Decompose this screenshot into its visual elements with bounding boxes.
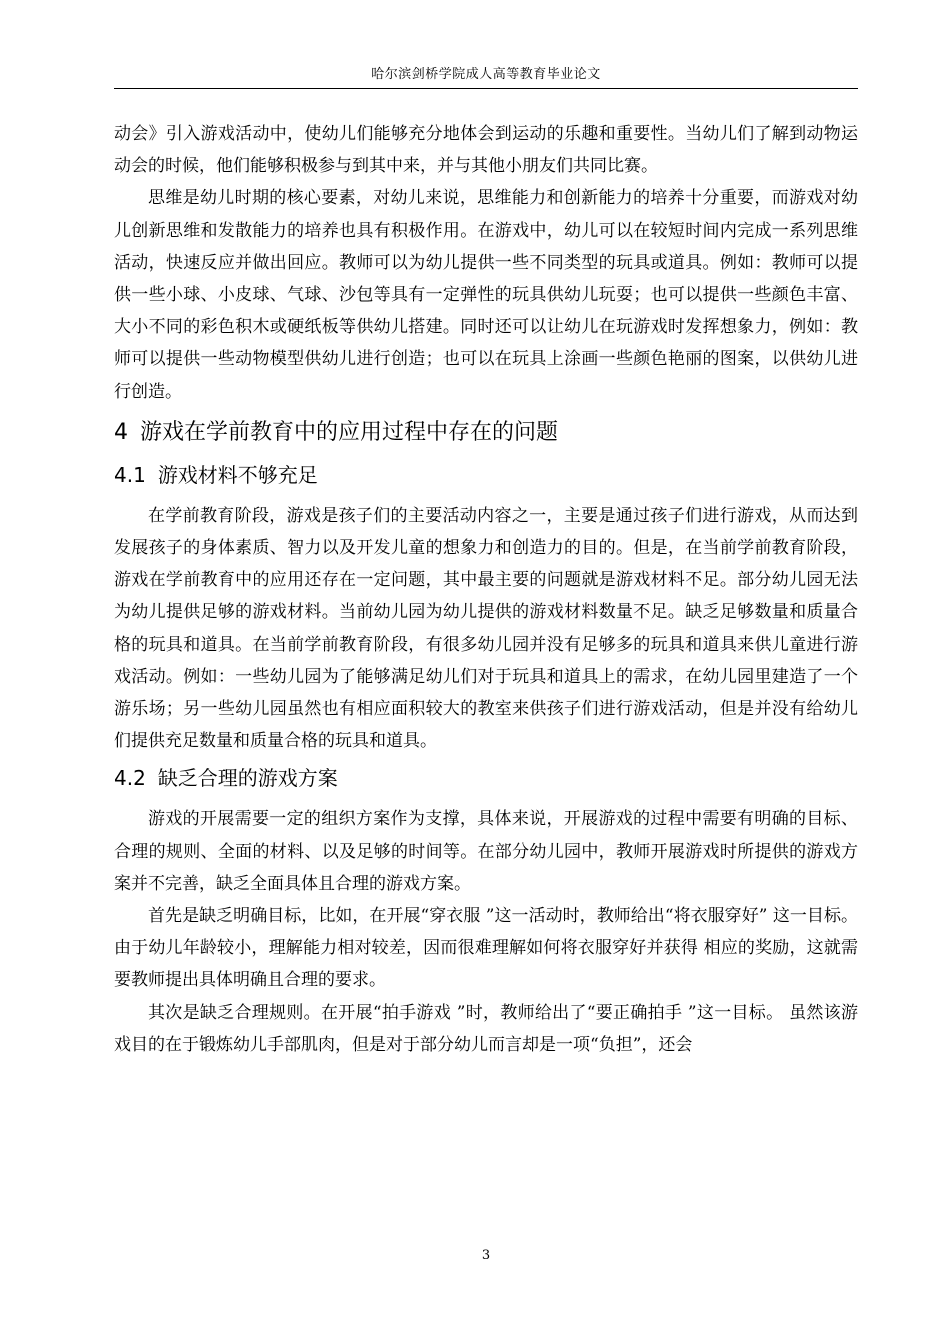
section-4-1-title: 游戏材料不够充足 (157, 462, 318, 487)
paragraph-goals: 首先是缺乏明确目标，比如，在开展“穿衣服 ”这一活动时，教师给出“将衣服穿好” 这一目标。由于幼儿年龄较小，理解能力相对较差，因而很难理解如何将衣服穿好并获得 相应的奖励，这就需要教师提出具体明确且合理的要求。 (114, 906, 858, 991)
paragraph-thinking: 思维是幼儿时期的核心要素，对幼儿来说，思维能力和创新能力的培养十分重要，而游戏对幼儿创新思维和发散能力的培养也具有积极作用。在游戏中，幼儿可以在较短时间内完成一系列思维活动，快速反应并做出回应。教师可以为幼儿提供一些不同类型的玩具或道具。例如：教师可以提供一些小球、小皮球、气球、沙包等具有一定弹性的玩具供幼儿玩耍；也可以提供一些颜色丰富、大小不同的彩色积木或硬纸板等供幼儿搭建。同时还可以让幼儿在玩游戏时发挥想象力，例如：教师可以提供一些动物模型供幼儿进行创造；也可以在玩具上涂画一些颜色艳丽的图案，以供幼儿进行创造。 (114, 188, 858, 402)
document-body (114, 118, 858, 1061)
section-4-1-heading (114, 460, 858, 490)
section-4-title: 游戏在学前教育中的应用过程中存在的问题 (140, 419, 559, 445)
paragraph-materials: 在学前教育阶段，游戏是孩子们的主要活动内容之一，主要是通过孩子们进行游戏，从而达到发展孩子的身体素质、智力以及开发儿童的想象力和创造力的目的。但是，在当前学前教育阶段，游戏在学前教育中的应用还存在一定问题，其中最主要的问题就是游戏材料不足。部分幼儿园无法为幼儿提供足够的游戏材料。当前幼儿园为幼儿提供的游戏材料数量不足。缺乏足够数量和质量合格的玩具和道具。在当前学前教育阶段，有很多幼儿园并没有足够多的玩具和道具来供儿童进行游戏活动。例如：一些幼儿园为了能够满足幼儿们对于玩具和道具上的需求，在幼儿园里建造了一个游乐场；另一些幼儿园虽然也有相应面积较大的教室来供孩子们进行游戏活动，但是并没有给幼儿们提供充足数量和质量合格的玩具和道具。 (114, 505, 858, 752)
section-4-1-number: 4.1 (114, 462, 146, 487)
page-header: 哈尔滨剑桥学院成人高等教育毕业论文 (371, 67, 601, 82)
section-4-number: 4 (114, 419, 128, 445)
paragraph-plan: 游戏的开展需要一定的组织方案作为支撑，具体来说，开展游戏的过程中需要有明确的目标、合理的规则、全面的材料、以及足够的时间等。在部分幼儿园中，教师开展游戏时所提供的游戏方案并不完善，缺乏全面具体且合理的游戏方案。 (114, 809, 858, 894)
header-rule (114, 88, 858, 89)
paragraph-rules: 其次是缺乏合理规则。在开展“拍手游戏 ”时，教师给出了“要正确拍手 ”这一目标。 虽然该游戏目的在于锻炼幼儿手部肌肉，但是对于部分幼儿而言却是一项“负担”，还会 (114, 1002, 858, 1055)
section-4-2-heading (114, 763, 858, 793)
section-4-2-title: 缺乏合理的游戏方案 (157, 766, 338, 791)
section-4-heading (114, 418, 858, 448)
section-4-2-number: 4.2 (114, 766, 146, 791)
paragraph-continuation: 动会》引入游戏活动中，使幼儿们能够充分地体会到运动的乐趣和重要性。当幼儿们了解到动物运动会的时候，他们能够积极参与到其中来，并与其他小朋友们共同比赛。 (114, 124, 858, 177)
page-number: 3 (481, 1248, 491, 1263)
